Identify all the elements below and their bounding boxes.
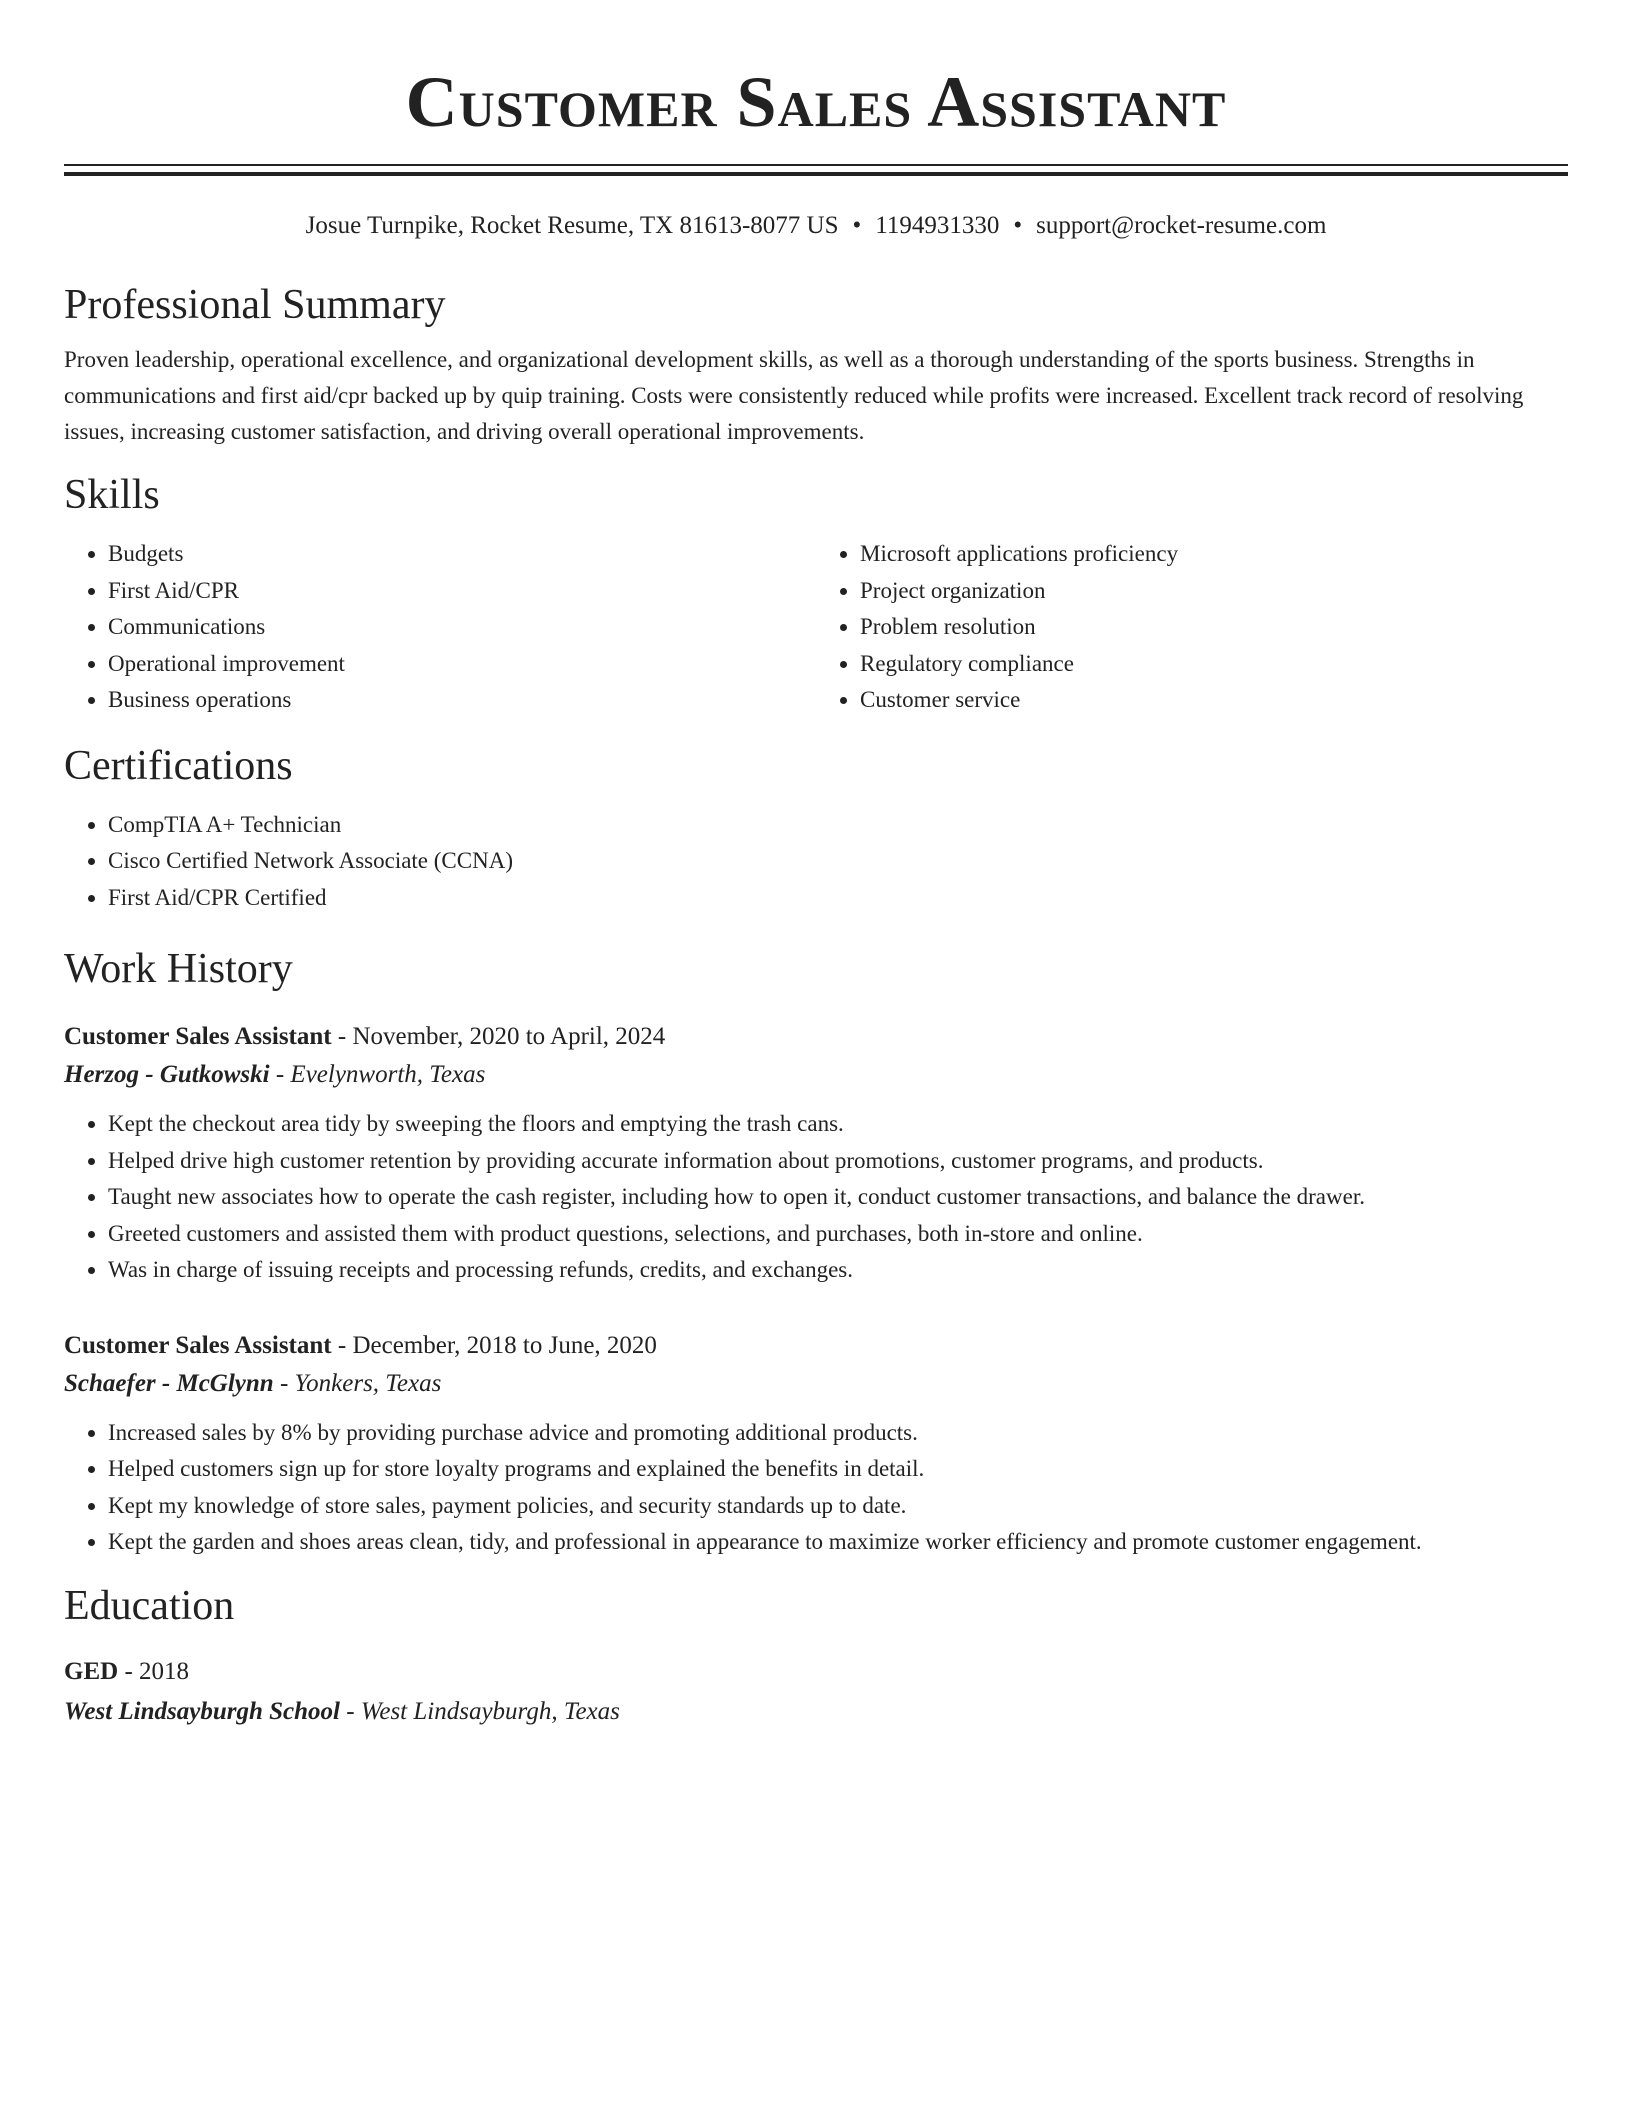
skill-item: • Business operations xyxy=(108,682,816,719)
skills-section xyxy=(64,470,1568,719)
skill-item: • Communications xyxy=(108,609,816,646)
education-location: West Lindsayburgh, Texas xyxy=(360,1697,620,1725)
job-duty-item: • Was in charge of issuing receipts and processing refunds, credits, and exchanges. xyxy=(108,1252,1568,1289)
certifications-list xyxy=(64,807,1568,917)
section-heading-work-history: Work History xyxy=(64,946,293,992)
contact-separator: • xyxy=(1013,212,1023,239)
education-school: West Lindsayburgh School xyxy=(64,1697,340,1725)
job-entry xyxy=(64,1020,1568,1289)
certification-item: • Cisco Certified Network Associate (CCNA) xyxy=(108,843,1568,880)
section-heading-skills: Skills xyxy=(64,472,160,518)
skills-list-right xyxy=(816,536,1568,719)
certification-item: • First Aid/CPR Certified xyxy=(108,880,1568,917)
job-duty-item: • Helped customers sign up for store loyalty programs and explained the benefits in detail. xyxy=(108,1451,1568,1488)
job-duty-item: • Taught new associates how to operate the cash register, including how to open it, conduct customer transactions, and balance the drawer. xyxy=(108,1179,1568,1216)
professional-summary-section xyxy=(64,280,1568,450)
dash-separator: - xyxy=(273,1369,295,1397)
dash-separator: - xyxy=(118,1657,140,1685)
job-duties-list xyxy=(64,1415,1568,1561)
job-title: Customer Sales Assistant xyxy=(64,1023,332,1050)
job-location: Evelynworth, Texas xyxy=(290,1061,486,1088)
job-company: Schaefer - McGlynn xyxy=(64,1369,274,1397)
skills-list-left xyxy=(64,536,816,719)
dash-separator: - xyxy=(331,1331,353,1359)
header-divider-thick xyxy=(64,172,1568,176)
contact-line xyxy=(64,210,1568,242)
job-company: Herzog - Gutkowski xyxy=(64,1061,270,1088)
header-divider-thin xyxy=(64,164,1568,166)
skills-grid xyxy=(64,536,1568,719)
education-degree: GED xyxy=(64,1657,119,1685)
job-duty-item: • Kept my knowledge of store sales, payment policies, and security standards up to date. xyxy=(108,1488,1568,1525)
job-employer xyxy=(64,1058,1568,1092)
job-employer xyxy=(64,1367,1568,1401)
skill-item: • Budgets xyxy=(108,536,816,573)
certification-item: • CompTIA A+ Technician xyxy=(108,807,1568,844)
skill-item: • Regulatory compliance xyxy=(860,646,1568,683)
contact-phone: 1194931330 xyxy=(875,212,1000,239)
dash-separator: - xyxy=(269,1061,291,1088)
dash-separator: - xyxy=(339,1697,361,1725)
job-duty-item: • Greeted customers and assisted them with product questions, selections, and purchases, both in-store and online. xyxy=(108,1216,1568,1253)
contact-address: Josue Turnpike, Rocket Resume, TX 81613-8077 US xyxy=(305,212,839,239)
skill-item: • Problem resolution xyxy=(860,609,1568,646)
job-location: Yonkers, Texas xyxy=(294,1369,442,1397)
work-history-section xyxy=(64,944,1568,1561)
job-entry xyxy=(64,1329,1568,1561)
skill-item: • Operational improvement xyxy=(108,646,816,683)
job-duties-list xyxy=(64,1106,1568,1289)
job-title: Customer Sales Assistant xyxy=(64,1331,332,1359)
job-duty-item: • Helped drive high customer retention by providing accurate information about promotions, customer programs, and products. xyxy=(108,1143,1568,1180)
contact-separator: • xyxy=(852,212,862,239)
section-heading-summary: Professional Summary xyxy=(64,282,446,328)
job-duty-item: • Kept the garden and shoes areas clean, tidy, and professional in appearance to maximize worker efficiency and promote customer engagement. xyxy=(108,1524,1568,1561)
resume-title: Customer Sales Assistant xyxy=(405,62,1227,142)
job-dates: November, 2020 to April, 2024 xyxy=(352,1023,666,1050)
skill-item: • Project organization xyxy=(860,573,1568,610)
job-header xyxy=(64,1020,1568,1054)
section-heading-certifications: Certifications xyxy=(64,742,293,789)
job-dates: December, 2018 to June, 2020 xyxy=(352,1331,657,1359)
contact-email: support@rocket-resume.com xyxy=(1036,212,1327,239)
education-year: 2018 xyxy=(139,1657,190,1685)
education-school-line xyxy=(64,1695,1568,1729)
education-degree-line xyxy=(64,1655,1568,1689)
job-header xyxy=(64,1329,1568,1363)
education-section xyxy=(64,1581,1568,1729)
skill-item: • First Aid/CPR xyxy=(108,573,816,610)
summary-text: Proven leadership, operational excellence, and organizational development skills, as well as a thorough understanding of the sports business. Strengths in communications and first aid/cpr backed up by quip training. Costs were consistently reduced while profits were increased. Excellent track record of resolving issues, increasing customer satisfaction, and driving overall operational improvements. xyxy=(64,347,1524,444)
section-heading-education: Education xyxy=(64,1582,235,1629)
job-duty-item: • Kept the checkout area tidy by sweeping the floors and emptying the trash cans. xyxy=(108,1106,1568,1143)
dash-separator: - xyxy=(331,1023,353,1050)
skill-item: • Customer service xyxy=(860,682,1568,719)
skill-item: • Microsoft applications proficiency xyxy=(860,536,1568,573)
certifications-section xyxy=(64,741,1568,917)
job-duty-item: • Increased sales by 8% by providing purchase advice and promoting additional products. xyxy=(108,1415,1568,1452)
